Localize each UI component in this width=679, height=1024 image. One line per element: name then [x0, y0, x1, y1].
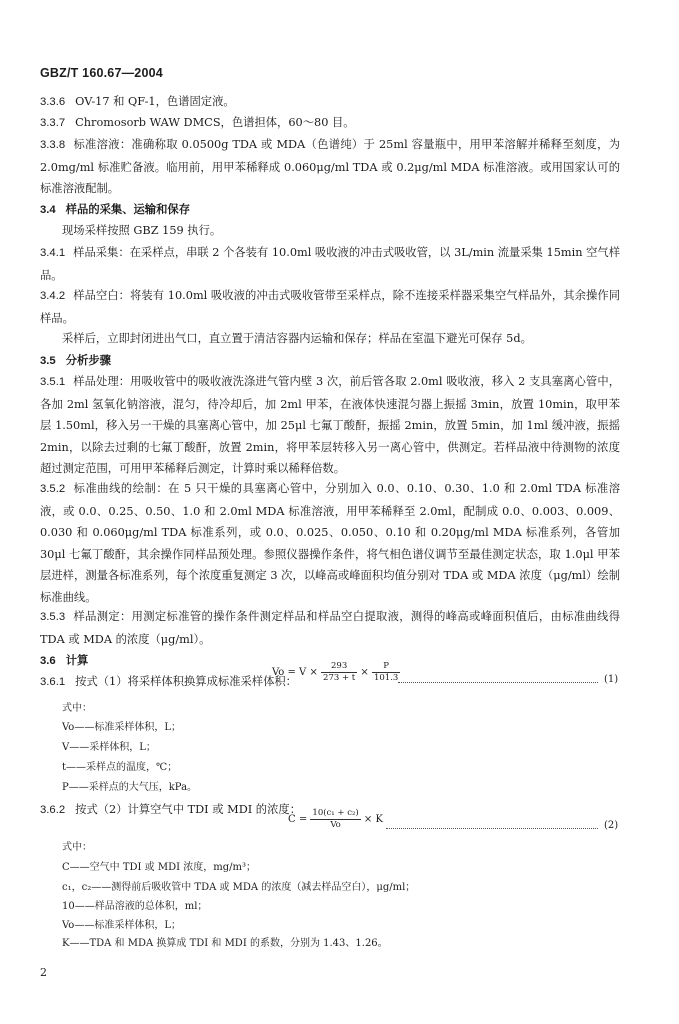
item-number: 3.4.1 — [40, 247, 66, 259]
page-number: 2 — [40, 966, 47, 979]
defs-1-label: 式中： — [62, 703, 92, 714]
def-c1-c2: c₁，c₂——测得前后吸收管中 TDA 或 MDA 的浓度（减去样品空白），μg/ml； — [62, 882, 416, 893]
fraction-denominator: 101.3 — [373, 673, 399, 683]
item-number: 3.5.1 — [40, 376, 66, 388]
standard-header: GBZ/T 160.67—2004 — [40, 66, 163, 80]
formula-1-fraction-pressure — [372, 661, 400, 684]
item-text: 标准溶液：准确称取 0.0500g TDA 或 MDA（色谱纯）于 25ml 容量瓶中，用甲苯溶解并稀释至刻度，为 2.0mg/ml 标准贮备液。临用前，用甲苯稀释成 0.060μg/ml TDA 或 0.2μg/ml MDA 标准溶液。或用国家认可的标准溶液配制。 — [40, 138, 620, 195]
item-text: 样品采集：在采样点，串联 2 个各装有 10.0ml 吸收液的冲击式吸收管，以 3L/min 流量采集 15min 空气样品。 — [40, 246, 621, 282]
item-3-5-3 — [40, 606, 620, 650]
fraction-denominator: Vo — [330, 820, 341, 830]
section-number: 3.6 — [40, 655, 56, 667]
item-text: 样品空白：将装有 10.0ml 吸收液的冲击式吸收管带至采样点，除不连接采样器采集空气样品外，其余操作同样品。 — [40, 289, 620, 325]
item-3-4-1 — [40, 242, 620, 286]
item-number: 3.3.7 — [40, 117, 66, 129]
def-p: P——采样点的大气压，kPa。 — [62, 782, 198, 793]
item-number: 3.5.2 — [40, 483, 66, 495]
fraction-denominator: 273 + t — [323, 673, 356, 683]
def-10: 10——样品溶液的总体积，ml； — [62, 901, 208, 912]
item-number: 3.4.2 — [40, 290, 66, 302]
item-text: 样品处理：用吸收管中的吸收液洗涤进气管内壁 3 次，前后管各取 2.0ml 吸收液，移入 2 支具塞离心管中，各加 2ml 氢氧化钠溶液，混匀，待冷却后，加 2ml 甲苯，在液体快速混匀器上振摇 3min，放置 10min，取甲苯层 1.50ml，移入另一干燥的具塞离心管中，加 25μl 七氟丁酸酐，振摇 2min，放置 5min，加 1ml 缓冲液，振摇 2min，以除去过剩的七氟丁酸酐，放置 2min，将甲苯层转移入另一离心管中，供测定。若样品液中待测物的浓度超过测定范围，可用甲苯稀释后测定，计算时乘以稀释倍数。 — [40, 375, 620, 475]
sampling-note: 现场采样按照 GBZ 159 执行。 — [62, 224, 222, 237]
def-t: t——采样点的温度，℃； — [62, 762, 178, 773]
formula-1-leader-dots — [398, 682, 598, 683]
item-number: 3.3.8 — [40, 139, 66, 151]
section-3-4-heading — [40, 199, 190, 222]
defs-2-label: 式中： — [62, 842, 92, 853]
formula-1-times: × — [360, 667, 369, 678]
section-title: 计算 — [65, 653, 89, 667]
def-v: V——采样体积，L； — [62, 742, 156, 753]
item-3-3-8 — [40, 134, 620, 200]
item-text: OV-17 和 QF-1，色谱固定液。 — [75, 95, 235, 108]
def-vo: Vo——标准采样体积，L； — [62, 722, 181, 733]
item-3-3-7 — [40, 112, 355, 135]
formula-2-lhs: C = — [288, 814, 308, 825]
item-3-5-1 — [40, 371, 620, 480]
storage-note: 采样后，立即封闭进出气口，直立置于清洁容器内运输和保存；样品在室温下避光可保存 5d。 — [62, 332, 532, 345]
item-3-6-1 — [40, 671, 297, 694]
item-number: 3.5.3 — [40, 611, 66, 623]
formula-1-lhs: Vo = V × — [272, 667, 318, 678]
def-c: C——空气中 TDI 或 MDI 浓度，mg/m³； — [62, 862, 256, 873]
section-3-6-heading — [40, 650, 88, 673]
formula-2 — [288, 808, 383, 831]
item-text: 样品测定：用测定标准管的操作条件测定样品和样品空白提取液，测得的峰高或峰面积值后，由标准曲线得 TDA 或 MDA 的浓度（μg/ml）。 — [40, 610, 620, 646]
item-3-5-2 — [40, 478, 620, 608]
item-text: Chromosorb WAW DMCS，色谱担体，60～80 目。 — [75, 116, 355, 129]
item-3-6-2 — [40, 799, 301, 822]
section-number: 3.4 — [40, 204, 56, 216]
formula-2-fraction — [310, 808, 360, 831]
section-title: 样品的采集、运输和保存 — [65, 202, 190, 216]
fraction-numerator: 10(c₁ + c₂) — [312, 808, 359, 818]
formula-2-rhs: × K — [363, 814, 383, 825]
formula-1 — [272, 661, 400, 684]
item-text: 按式（2）计算空气中 TDI 或 MDI 的浓度： — [75, 803, 301, 816]
section-title: 分析步骤 — [65, 353, 111, 367]
def-vo-2: Vo——标准采样体积，L； — [62, 920, 181, 931]
item-3-3-6 — [40, 91, 235, 114]
formula-1-number: (1) — [604, 674, 619, 685]
item-number: 3.3.6 — [40, 96, 66, 108]
item-text: 标准曲线的绘制：在 5 只干燥的具塞离心管中，分别加入 0.0、0.10、0.30、1.0 和 2.0ml TDA 标准溶液，或 0.0、0.25、0.50、1.0 和 2.0ml MDA 标准溶液，用甲苯稀释至 2.0ml，配制成 0.0、0.003、0.009、0.030 和 0.060μg/ml TDA 标准系列，或 0.0、0.025、0.050、0.10 和 0.20μg/ml MDA 标准系列，各管加 30μl 七氟丁酸酐，其余操作同样品预处理。参照仪器操作条件，将气相色谱仪调节至最佳测定状态，取 1.0μl 甲苯层进样，测量各标准系列，每个浓度重复测定 3 次，以峰高或峰面积均值分别对 TDA 或 MDA 浓度（μg/ml）绘制标准曲线。 — [40, 482, 620, 604]
item-3-4-2 — [40, 285, 620, 329]
item-text: 按式（1）将采样体积换算成标准采样体积： — [75, 675, 297, 688]
section-number: 3.5 — [40, 355, 56, 367]
formula-2-number: (2) — [604, 820, 619, 831]
item-number: 3.6.1 — [40, 676, 66, 688]
fraction-numerator: P — [372, 661, 400, 673]
fraction-numerator: 293 — [321, 661, 357, 673]
formula-2-leader-dots — [386, 828, 598, 829]
item-number: 3.6.2 — [40, 804, 66, 816]
def-k: K——TDA 和 MDA 换算成 TDI 和 MDI 的系数，分别为 1.43、1.26。 — [62, 938, 388, 949]
formula-1-fraction-temperature — [321, 661, 357, 684]
section-3-5-heading — [40, 350, 111, 373]
